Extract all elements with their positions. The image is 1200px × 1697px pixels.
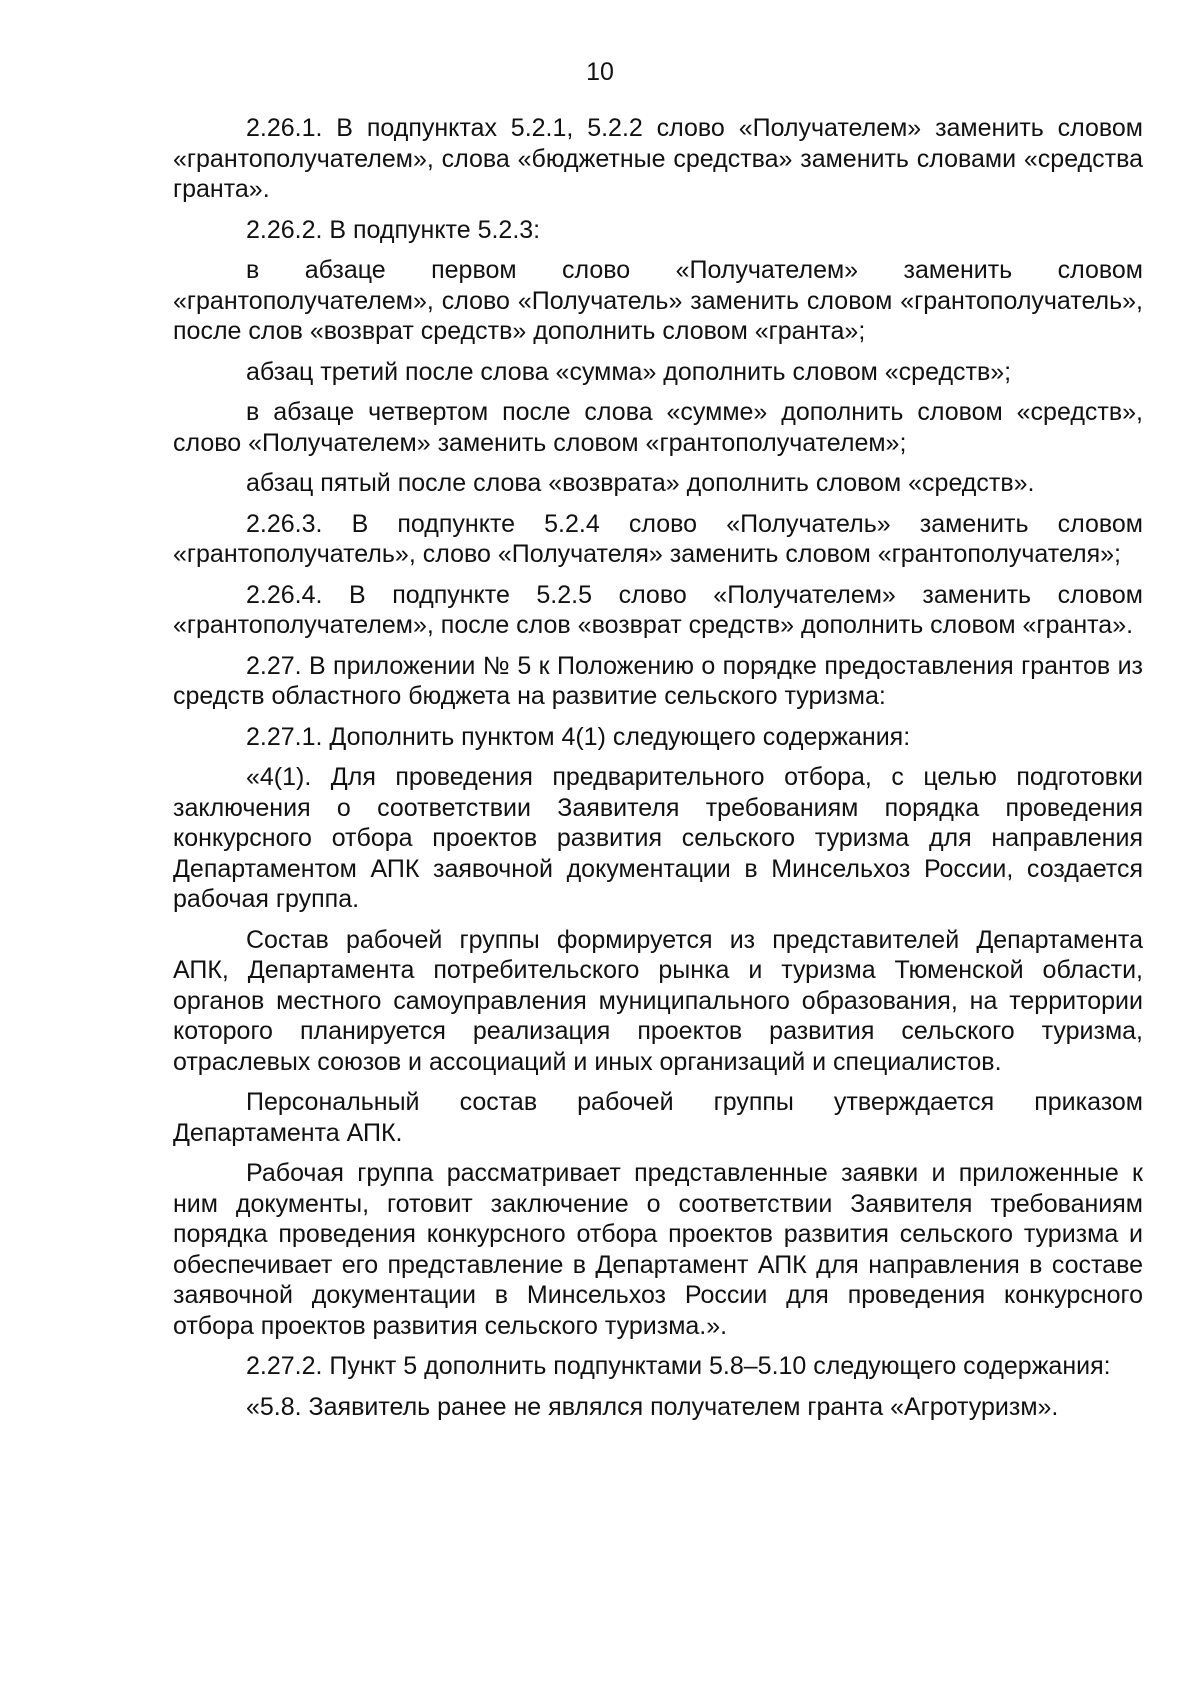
paragraph-working-group-composition: Состав рабочей группы формируется из представителей Департамента АПК, Департамента потребительского рынка и туризма Тюменской области, органов местного самоуправления муниципального образования, на территории которого планируется реализация проектов развития сельского туризма, отраслевых союзов и ассоциаций и иных организаций и специалистов. (173, 925, 1143, 1076)
paragraph-2-26-4: 2.26.4. В подпункте 5.2.5 слово «Получателем» заменить словом «грантополучателем», после слов «возврат средств» дополнить словом «гранта». (173, 580, 1143, 639)
paragraph-personal-composition: Персональный состав рабочей группы утверждается приказом Департамента АПК. (173, 1088, 1143, 1147)
document-body (173, 113, 1143, 1422)
paragraph-2-27: 2.27. В приложении № 5 к Положению о порядке предоставления грантов из средств областного бюджета на развитие сельского туризма: (173, 651, 1143, 710)
paragraph-4-1: «4(1). Для проведения предварительного отбора, с целью подготовки заключения о соответствии Заявителя требованиям порядка проведения конкурсного отбора проектов развития сельского туризма для направления Департаментом АПК заявочной документации в Минсельхоз России, создается рабочая группа. (173, 763, 1143, 913)
paragraph-2-27-1: 2.27.1. Дополнить пунктом 4(1) следующего содержания: (246, 722, 911, 751)
page-number: 10 (586, 58, 614, 86)
paragraph-fifth-abzac: абзац пятый после слова «возврата» дополнить словом «средств». (246, 469, 1035, 497)
paragraph-2-26-1: 2.26.1. В подпунктах 5.2.1, 5.2.2 слово «Получателем» заменить словом «грантополучателем», слова «бюджетные средства» заменить словами «средства гранта». (173, 114, 1143, 203)
paragraph-fourth-abzac: в абзаце четвертом после слова «сумме» дополнить словом «средств», слово «Получателем» заменить словом «грантополучателем»; (173, 398, 1143, 457)
paragraph-2-27-2: 2.27.2. Пункт 5 дополнить подпунктами 5.8–5.10 следующего содержания: (246, 1352, 1111, 1380)
paragraph-2-26-3: 2.26.3. В подпункте 5.2.4 слово «Получатель» заменить словом «грантополучатель», слово «Получателя» заменить словом «грантополучателя»; (173, 509, 1143, 568)
paragraph-first-abzac: в абзаце первом слово «Получателем» заменить словом «грантополучателем», слово «Получатель» заменить словом «грантополучатель», после слов «возврат средств» дополнить словом «гранта»; (173, 256, 1143, 345)
paragraph-third-abzac: абзац третий после слова «сумма» дополнить словом «средств»; (246, 357, 1012, 386)
paragraph-working-group-duties: Рабочая группа рассматривает представленные заявки и приложенные к ним документы, готовит заключение о соответствии Заявителя требованиям порядка проведения конкурсного отбора проектов развития сельского туризма и обеспечивает его представление в Департамент АПК для направления в составе заявочной документации в Минсельхоз России для проведения конкурсного отбора проектов развития сельского туризма.». (173, 1159, 1143, 1340)
paragraph-5-8: «5.8. Заявитель ранее не являлся получателем гранта «Агротуризм». (246, 1392, 1059, 1421)
paragraph-2-26-2: 2.26.2. В подпункте 5.2.3: (246, 215, 541, 244)
